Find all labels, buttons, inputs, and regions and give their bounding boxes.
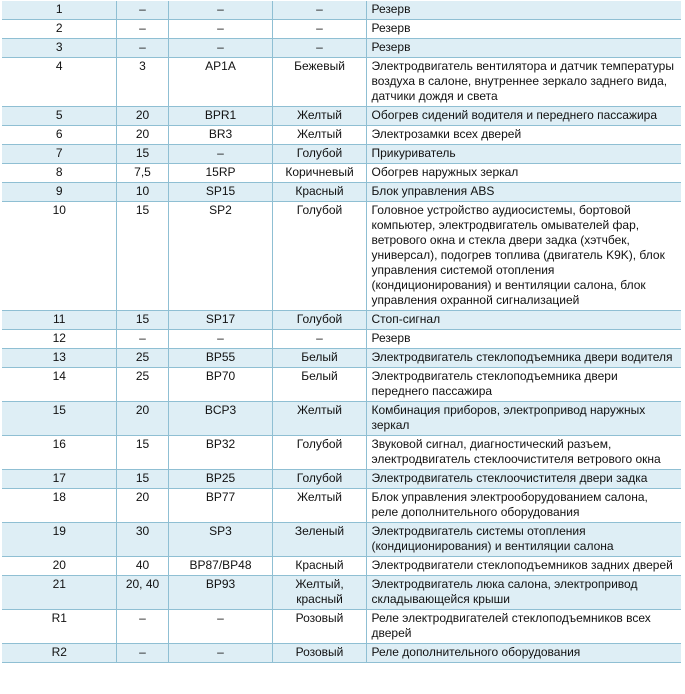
table-row (2, 557, 681, 576)
table-row (2, 145, 681, 164)
fuse-table (2, 1, 681, 663)
fuse-color-cell: – (272, 330, 366, 349)
fuse-color-cell: Голубой (272, 202, 366, 311)
fuse-amperage-cell: – (116, 39, 168, 58)
fuse-code-cell: SP15 (168, 183, 272, 202)
fuse-color-cell: Желтый (272, 126, 366, 145)
table-row (2, 107, 681, 126)
fuse-number-cell: 7 (2, 145, 116, 164)
fuse-amperage-cell: – (116, 644, 168, 663)
fuse-code-cell: – (168, 39, 272, 58)
fuse-number-cell: 14 (2, 368, 116, 402)
fuse-description-cell: Головное устройство аудиосистемы, бортовой компьютер, электродвигатель омывателей фар, ветрового окна и стекла двери задка (хэтчбек, универсал), подогрев топлива (двигатель K9K), блок управления системой отопления (кондиционирования) и вентиляции салона, блок управления охранной сигнализацией (366, 202, 681, 311)
fuse-amperage-cell: 20 (116, 126, 168, 145)
table-row (2, 644, 681, 663)
fuse-code-cell: – (168, 330, 272, 349)
table-row (2, 183, 681, 202)
fuse-description-cell: Комбинация приборов, электропривод наружных зеркал (366, 402, 681, 436)
table-row (2, 1, 681, 20)
fuse-color-cell: Зеленый (272, 523, 366, 557)
fuse-color-cell: Желтый (272, 107, 366, 126)
fuse-number-cell: 1 (2, 1, 116, 20)
fuse-amperage-cell: – (116, 610, 168, 644)
table-row (2, 523, 681, 557)
table-row (2, 368, 681, 402)
fuse-code-cell: BP55 (168, 349, 272, 368)
table-row (2, 58, 681, 107)
fuse-amperage-cell: 40 (116, 557, 168, 576)
fuse-code-cell: AP1A (168, 58, 272, 107)
table-row (2, 436, 681, 470)
fuse-color-cell: Бежевый (272, 58, 366, 107)
fuse-description-cell: Электродвигатель системы отопления (кондиционирования) и вентиляции салона (366, 523, 681, 557)
table-row (2, 164, 681, 183)
fuse-description-cell: Прикуриватель (366, 145, 681, 164)
fuse-description-cell: Звуковой сигнал, диагностический разъем, электродвигатель стеклоочистителя ветрового окна (366, 436, 681, 470)
fuse-code-cell: SP3 (168, 523, 272, 557)
fuse-color-cell: Белый (272, 368, 366, 402)
fuse-number-cell: 18 (2, 489, 116, 523)
fuse-description-cell: Электродвигатель стеклоочистителя двери задка (366, 470, 681, 489)
fuse-amperage-cell: 20 (116, 489, 168, 523)
fuse-amperage-cell: 20 (116, 402, 168, 436)
fuse-number-cell: 4 (2, 58, 116, 107)
fuse-number-cell: 5 (2, 107, 116, 126)
fuse-code-cell: 15RP (168, 164, 272, 183)
fuse-code-cell: SP2 (168, 202, 272, 311)
fuse-color-cell: Голубой (272, 436, 366, 470)
fuse-code-cell: BR3 (168, 126, 272, 145)
fuse-description-cell: Блок управления электрооборудованием салона, реле дополнительного оборудования (366, 489, 681, 523)
fuse-number-cell: 8 (2, 164, 116, 183)
fuse-code-cell: BP70 (168, 368, 272, 402)
fuse-number-cell: R2 (2, 644, 116, 663)
fuse-code-cell: – (168, 1, 272, 20)
fuse-description-cell: Стоп-сигнал (366, 311, 681, 330)
table-row (2, 402, 681, 436)
fuse-code-cell: BP77 (168, 489, 272, 523)
fuse-amperage-cell: 20, 40 (116, 576, 168, 610)
fuse-color-cell: Голубой (272, 311, 366, 330)
fuse-color-cell: – (272, 20, 366, 39)
fuse-number-cell: 16 (2, 436, 116, 470)
fuse-code-cell: – (168, 610, 272, 644)
fuse-number-cell: 20 (2, 557, 116, 576)
fuse-code-cell: BP93 (168, 576, 272, 610)
fuse-color-cell: Белый (272, 349, 366, 368)
fuse-number-cell: 17 (2, 470, 116, 489)
fuse-color-cell: Коричневый (272, 164, 366, 183)
fuse-description-cell: Электродвигатель стеклоподъемника двери водителя (366, 349, 681, 368)
fuse-code-cell: SP17 (168, 311, 272, 330)
fuse-number-cell: 6 (2, 126, 116, 145)
fuse-number-cell: 19 (2, 523, 116, 557)
fuse-number-cell: 15 (2, 402, 116, 436)
fuse-code-cell: BPR1 (168, 107, 272, 126)
fuse-amperage-cell: 15 (116, 202, 168, 311)
table-row (2, 202, 681, 311)
fuse-color-cell: Голубой (272, 145, 366, 164)
fuse-number-cell: 13 (2, 349, 116, 368)
fuse-number-cell: 9 (2, 183, 116, 202)
fuse-amperage-cell: 10 (116, 183, 168, 202)
fuse-color-cell: Красный (272, 183, 366, 202)
fuse-description-cell: Резерв (366, 39, 681, 58)
fuse-number-cell: 21 (2, 576, 116, 610)
fuse-code-cell: – (168, 644, 272, 663)
fuse-color-cell: Розовый (272, 610, 366, 644)
fuse-description-cell: Электродвигатель вентилятора и датчик температуры воздуха в салоне, внутреннее зеркало заднего вида, датчики дождя и света (366, 58, 681, 107)
fuse-code-cell: – (168, 145, 272, 164)
fuse-amperage-cell: – (116, 330, 168, 349)
table-row (2, 126, 681, 145)
table-row (2, 610, 681, 644)
fuse-description-cell: Обогрев сидений водителя и переднего пассажира (366, 107, 681, 126)
fuse-number-cell: 11 (2, 311, 116, 330)
fuse-amperage-cell: 15 (116, 436, 168, 470)
fuse-amperage-cell: 25 (116, 349, 168, 368)
fuse-amperage-cell: 20 (116, 107, 168, 126)
fuse-amperage-cell: – (116, 1, 168, 20)
table-row (2, 330, 681, 349)
table-row (2, 489, 681, 523)
table-row (2, 311, 681, 330)
fuse-code-cell: BCP3 (168, 402, 272, 436)
fuse-amperage-cell: 15 (116, 470, 168, 489)
fuse-description-cell: Резерв (366, 330, 681, 349)
fuse-number-cell: 12 (2, 330, 116, 349)
fuse-color-cell: Голубой (272, 470, 366, 489)
fuse-code-cell: BP87/BP48 (168, 557, 272, 576)
fuse-amperage-cell: 15 (116, 145, 168, 164)
fuse-description-cell: Блок управления ABS (366, 183, 681, 202)
table-row (2, 349, 681, 368)
fuse-amperage-cell: 30 (116, 523, 168, 557)
fuse-color-cell: Желтый (272, 489, 366, 523)
fuse-number-cell: R1 (2, 610, 116, 644)
fuse-description-cell: Резерв (366, 20, 681, 39)
fuse-color-cell: Розовый (272, 644, 366, 663)
table-row (2, 576, 681, 610)
fuse-code-cell: BP25 (168, 470, 272, 489)
fuse-color-cell: – (272, 39, 366, 58)
fuse-amperage-cell: 7,5 (116, 164, 168, 183)
fuse-number-cell: 3 (2, 39, 116, 58)
fuse-amperage-cell: 15 (116, 311, 168, 330)
fuse-description-cell: Обогрев наружных зеркал (366, 164, 681, 183)
fuse-number-cell: 10 (2, 202, 116, 311)
fuse-description-cell: Реле дополнительного оборудования (366, 644, 681, 663)
fuse-description-cell: Реле электродвигателей стеклоподъемников всех дверей (366, 610, 681, 644)
fuse-color-cell: Желтый (272, 402, 366, 436)
fuse-amperage-cell: 25 (116, 368, 168, 402)
table-row (2, 20, 681, 39)
fuse-color-cell: Желтый, красный (272, 576, 366, 610)
fuse-description-cell: Электродвигатель стеклоподъемника двери переднего пассажира (366, 368, 681, 402)
fuse-description-cell: Электрозамки всех дверей (366, 126, 681, 145)
fuse-color-cell: Красный (272, 557, 366, 576)
fuse-description-cell: Электродвигатель люка салона, электропривод складывающейся крыши (366, 576, 681, 610)
fuse-number-cell: 2 (2, 20, 116, 39)
table-row (2, 470, 681, 489)
fuse-color-cell: – (272, 1, 366, 20)
fuse-amperage-cell: – (116, 20, 168, 39)
fuse-description-cell: Резерв (366, 1, 681, 20)
fuse-description-cell: Электродвигатели стеклоподъемников задних дверей (366, 557, 681, 576)
fuse-amperage-cell: 3 (116, 58, 168, 107)
fuse-code-cell: BP32 (168, 436, 272, 470)
fuse-table-body (2, 1, 681, 663)
fuse-code-cell: – (168, 20, 272, 39)
table-row (2, 39, 681, 58)
